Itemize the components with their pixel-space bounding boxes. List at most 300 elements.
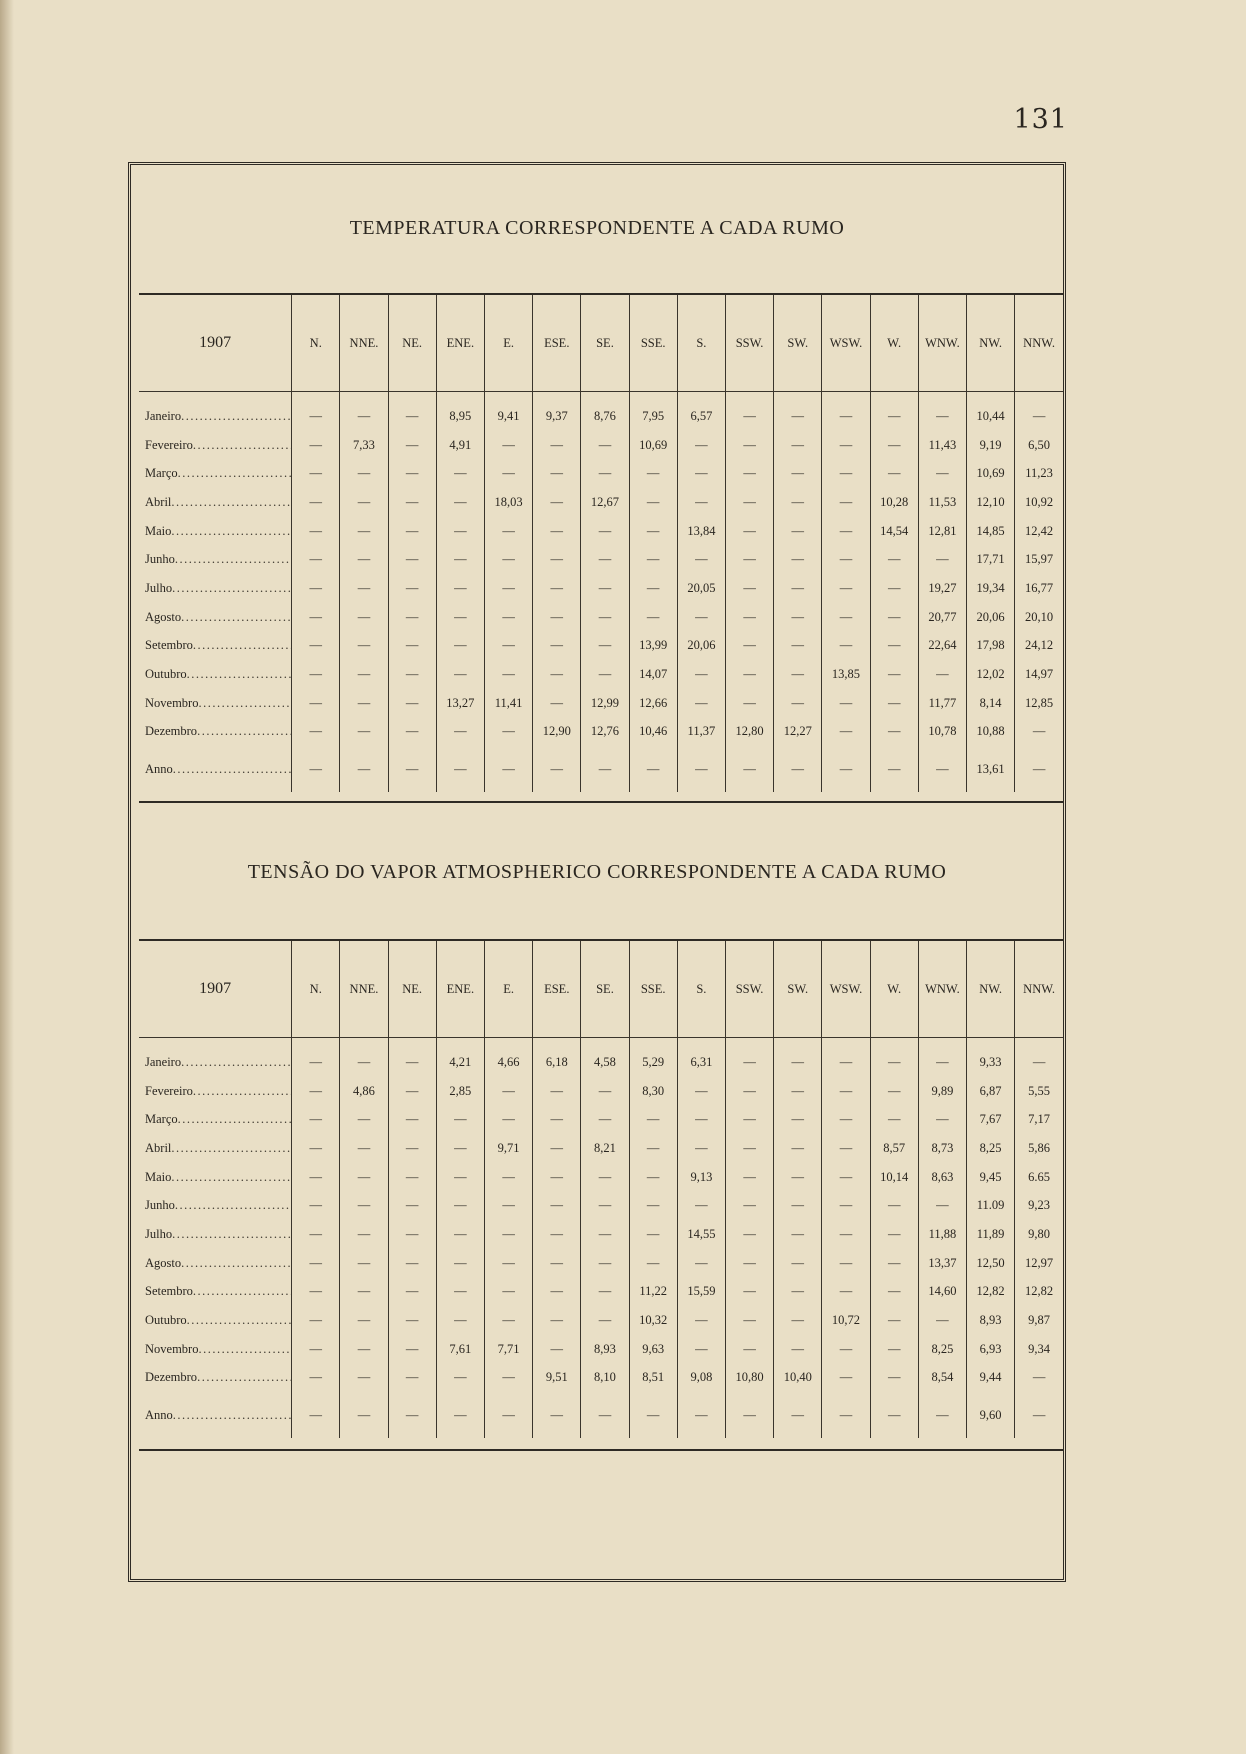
table-row <box>139 488 1063 517</box>
table-cell: — <box>340 1220 388 1249</box>
table-cell: 7,95 <box>629 392 677 431</box>
table-cell: — <box>581 1278 629 1307</box>
table-cell: 8,63 <box>918 1163 966 1192</box>
table-cell: — <box>484 1392 532 1438</box>
table-cell: — <box>436 1163 484 1192</box>
vapor-table <box>139 941 1063 1438</box>
table-cell: 9,33 <box>967 1038 1015 1077</box>
column-header: NE. <box>388 295 436 392</box>
table-cell: — <box>533 1278 581 1307</box>
column-header: ESE. <box>533 941 581 1038</box>
table-row <box>139 431 1063 460</box>
table-cell: 9,44 <box>967 1364 1015 1393</box>
table-cell: — <box>822 488 870 517</box>
table-cell: — <box>388 1105 436 1134</box>
table-cell: 15,97 <box>1015 545 1063 574</box>
table-cell: — <box>918 1191 966 1220</box>
table-cell: — <box>870 1249 918 1278</box>
table-cell: — <box>870 1077 918 1106</box>
table-cell: — <box>484 1191 532 1220</box>
column-header: ENE. <box>436 295 484 392</box>
month-label: Novembro ..... <box>139 1335 292 1364</box>
table-cell: — <box>484 1105 532 1134</box>
table-cell: — <box>581 746 629 792</box>
table-cell: 13,37 <box>918 1249 966 1278</box>
table-row <box>139 603 1063 632</box>
temperature-title: TEMPERATURA CORRESPONDENTE A CADA RUMO <box>349 217 845 239</box>
table-cell: 9,89 <box>918 1077 966 1106</box>
month-label: Novembro ..... <box>139 689 292 718</box>
table-cell: 9,08 <box>677 1364 725 1393</box>
table-cell: — <box>388 488 436 517</box>
table-cell: — <box>484 517 532 546</box>
table-cell: — <box>581 660 629 689</box>
table-cell: — <box>388 431 436 460</box>
table-cell: — <box>581 545 629 574</box>
table-cell: — <box>436 459 484 488</box>
month-label: Fevereiro ..... <box>139 1077 292 1106</box>
table-cell: — <box>292 459 340 488</box>
month-label: Abril ..... <box>139 1134 292 1163</box>
table-cell: — <box>725 1077 773 1106</box>
table-cell: 4,66 <box>484 1038 532 1077</box>
table-cell: — <box>581 632 629 661</box>
month-label: Março ..... <box>139 1105 292 1134</box>
table-cell: — <box>822 459 870 488</box>
month-label: Dezembro ..... <box>139 1364 292 1393</box>
month-label: Fevereiro ..... <box>139 431 292 460</box>
table-cell: — <box>677 660 725 689</box>
table-cell: — <box>774 545 822 574</box>
table-cell: 11,22 <box>629 1278 677 1307</box>
column-header: SSE. <box>629 941 677 1038</box>
table-row <box>139 1105 1063 1134</box>
table-cell: 14,85 <box>967 517 1015 546</box>
table-cell: — <box>292 603 340 632</box>
table-cell: 13,61 <box>967 746 1015 792</box>
table-cell: 12,27 <box>774 718 822 747</box>
month-label: Maio ..... <box>139 1163 292 1192</box>
table-cell: 11,53 <box>918 488 966 517</box>
column-header: SSE. <box>629 295 677 392</box>
table-cell: — <box>918 660 966 689</box>
table-cell: — <box>629 1220 677 1249</box>
table-cell: — <box>629 1105 677 1134</box>
table-cell: — <box>822 1134 870 1163</box>
table-cell: 4,86 <box>340 1077 388 1106</box>
table-cell: — <box>292 660 340 689</box>
table-cell: — <box>870 746 918 792</box>
table-cell: 17,98 <box>967 632 1015 661</box>
table-cell: 10,32 <box>629 1306 677 1335</box>
year-header: 1907 <box>139 295 292 392</box>
table-cell: — <box>774 1335 822 1364</box>
table-frame <box>128 162 1066 1582</box>
table-row <box>139 1306 1063 1335</box>
table-cell: — <box>292 392 340 431</box>
table-cell: — <box>822 392 870 431</box>
table-cell: — <box>629 1163 677 1192</box>
table-cell: 8,93 <box>581 1335 629 1364</box>
table-cell: — <box>725 1306 773 1335</box>
table-cell: 12,66 <box>629 689 677 718</box>
table-cell: 20,06 <box>967 603 1015 632</box>
column-header: W. <box>870 941 918 1038</box>
table-cell: — <box>822 603 870 632</box>
month-label: Janeiro ..... <box>139 392 292 431</box>
table-cell: — <box>484 1220 532 1249</box>
table-cell: — <box>870 603 918 632</box>
table-cell: — <box>581 459 629 488</box>
table-cell: — <box>677 1392 725 1438</box>
table-cell: — <box>388 1249 436 1278</box>
table-cell: — <box>533 431 581 460</box>
table-cell: 12,82 <box>967 1278 1015 1307</box>
table-cell: — <box>581 1105 629 1134</box>
vapor-title: TENSÃO DO VAPOR ATMOSPHERICO CORRESPONDENTE A CADA RUMO <box>247 861 947 883</box>
table-cell: — <box>822 1163 870 1192</box>
table-cell: 13,99 <box>629 632 677 661</box>
table-cell: 7,17 <box>1015 1105 1063 1134</box>
table-cell: — <box>774 1392 822 1438</box>
table-cell: 10,80 <box>725 1364 773 1393</box>
table-cell: 9,34 <box>1015 1335 1063 1364</box>
month-label: Dezembro ..... <box>139 718 292 747</box>
table-cell: — <box>484 1364 532 1393</box>
table-cell: 20,05 <box>677 574 725 603</box>
table-cell: 11,89 <box>967 1220 1015 1249</box>
column-header: NNW. <box>1015 941 1063 1038</box>
table-cell: — <box>388 1077 436 1106</box>
table-cell: — <box>677 1306 725 1335</box>
table-cell: — <box>822 1278 870 1307</box>
table-cell: — <box>436 632 484 661</box>
table-cell: — <box>870 1392 918 1438</box>
table-cell: — <box>388 1278 436 1307</box>
table-cell: — <box>388 517 436 546</box>
table-cell: — <box>533 1077 581 1106</box>
table-cell: — <box>484 459 532 488</box>
table-cell: — <box>388 1191 436 1220</box>
table-cell: — <box>725 632 773 661</box>
table-cell: 20,77 <box>918 603 966 632</box>
table-cell: — <box>436 660 484 689</box>
table-cell: 7,67 <box>967 1105 1015 1134</box>
table-cell: — <box>436 1306 484 1335</box>
table-cell: 11,37 <box>677 718 725 747</box>
table-cell: — <box>292 1220 340 1249</box>
table-cell: — <box>774 1077 822 1106</box>
table-cell: — <box>629 517 677 546</box>
table-cell: — <box>388 392 436 431</box>
table-cell: — <box>918 746 966 792</box>
table-cell: — <box>725 660 773 689</box>
table-cell: 7,61 <box>436 1335 484 1364</box>
table-cell: 4,91 <box>436 431 484 460</box>
year-header: 1907 <box>139 941 292 1038</box>
table-cell: 9,45 <box>967 1163 1015 1192</box>
table-cell: — <box>774 1038 822 1077</box>
table-cell: — <box>918 1306 966 1335</box>
table-cell: — <box>822 1364 870 1393</box>
table-cell: — <box>725 1163 773 1192</box>
table-cell: — <box>822 1220 870 1249</box>
table-cell: — <box>581 1077 629 1106</box>
table-cell: — <box>533 689 581 718</box>
table-cell: — <box>822 431 870 460</box>
table-cell: — <box>340 603 388 632</box>
table-cell: — <box>725 1220 773 1249</box>
table-cell: — <box>484 1249 532 1278</box>
table-cell: 11,41 <box>484 689 532 718</box>
table-cell: — <box>484 545 532 574</box>
table-cell: 8,95 <box>436 392 484 431</box>
column-header: S. <box>677 941 725 1038</box>
table-cell: — <box>388 1134 436 1163</box>
table-cell: — <box>388 603 436 632</box>
month-label: Setembro ..... <box>139 1278 292 1307</box>
table-cell: 6.65 <box>1015 1163 1063 1192</box>
table-cell: 10,69 <box>629 431 677 460</box>
table-cell: — <box>533 1306 581 1335</box>
table-cell: — <box>484 1163 532 1192</box>
table-row <box>139 746 1063 792</box>
table-cell: — <box>388 1163 436 1192</box>
table-cell: — <box>822 1249 870 1278</box>
table-cell: — <box>822 545 870 574</box>
table-cell: 8,14 <box>967 689 1015 718</box>
table-cell: — <box>484 718 532 747</box>
table-cell: — <box>292 488 340 517</box>
table-cell: — <box>533 632 581 661</box>
table-cell: 9,13 <box>677 1163 725 1192</box>
table-cell: 7,33 <box>340 431 388 460</box>
table-cell: — <box>677 1191 725 1220</box>
table-cell: — <box>292 689 340 718</box>
table-cell: 6,31 <box>677 1038 725 1077</box>
table-cell: — <box>870 1278 918 1307</box>
table-cell: — <box>292 1278 340 1307</box>
table-cell: — <box>581 1163 629 1192</box>
page-number: 131 <box>1013 104 1068 135</box>
table-cell: — <box>677 1105 725 1134</box>
table-cell: — <box>1015 1392 1063 1438</box>
table-cell: — <box>870 545 918 574</box>
column-header: SSW. <box>725 941 773 1038</box>
table-cell: — <box>677 689 725 718</box>
table-cell: — <box>822 517 870 546</box>
column-header: W. <box>870 295 918 392</box>
table-cell: 8,25 <box>967 1134 1015 1163</box>
table-cell: — <box>292 718 340 747</box>
table-cell: — <box>436 574 484 603</box>
table-cell: 6,93 <box>967 1335 1015 1364</box>
table-row <box>139 545 1063 574</box>
table-row <box>139 1191 1063 1220</box>
table-cell: — <box>725 392 773 431</box>
table-cell: 12,02 <box>967 660 1015 689</box>
column-header: NE. <box>388 941 436 1038</box>
table-cell: — <box>822 718 870 747</box>
table-cell: 16,77 <box>1015 574 1063 603</box>
table-cell: 8,73 <box>918 1134 966 1163</box>
table-cell: — <box>388 1038 436 1077</box>
table-cell: — <box>774 1105 822 1134</box>
table-cell: — <box>388 689 436 718</box>
month-label: Agosto ..... <box>139 603 292 632</box>
month-label: Janeiro ..... <box>139 1038 292 1077</box>
table-cell: 10,28 <box>870 488 918 517</box>
table-cell: 12,81 <box>918 517 966 546</box>
column-header: E. <box>484 295 532 392</box>
table-cell: 11,88 <box>918 1220 966 1249</box>
table-cell: 10,46 <box>629 718 677 747</box>
column-header: N. <box>292 941 340 1038</box>
column-header: SE. <box>581 295 629 392</box>
table-cell: — <box>581 431 629 460</box>
table-cell: 14,97 <box>1015 660 1063 689</box>
table-cell: — <box>292 632 340 661</box>
column-header: E. <box>484 941 532 1038</box>
column-header: WNW. <box>918 941 966 1038</box>
table-cell: 20,06 <box>677 632 725 661</box>
table-cell: — <box>388 1364 436 1393</box>
table-cell: — <box>581 574 629 603</box>
table-cell: — <box>725 746 773 792</box>
table-cell: — <box>436 488 484 517</box>
table-cell: — <box>822 1077 870 1106</box>
table-cell: — <box>340 459 388 488</box>
table-cell: — <box>436 718 484 747</box>
table-cell: — <box>725 574 773 603</box>
table-cell: — <box>484 1306 532 1335</box>
table-cell: — <box>725 1335 773 1364</box>
column-header: SW. <box>774 941 822 1038</box>
table-row <box>139 1249 1063 1278</box>
table-row <box>139 1038 1063 1077</box>
table-cell: — <box>629 545 677 574</box>
table-cell: — <box>533 459 581 488</box>
table-cell: — <box>725 1191 773 1220</box>
table-cell: 4,58 <box>581 1038 629 1077</box>
table-cell: — <box>725 545 773 574</box>
table-cell: — <box>533 488 581 517</box>
table-row <box>139 459 1063 488</box>
month-label: Abril ..... <box>139 488 292 517</box>
table-cell: — <box>436 517 484 546</box>
table-cell: — <box>340 1249 388 1278</box>
month-label: Julho ..... <box>139 1220 292 1249</box>
table-row <box>139 517 1063 546</box>
table-row <box>139 1163 1063 1192</box>
table-cell: — <box>340 1191 388 1220</box>
table-cell: — <box>870 1335 918 1364</box>
table-cell: — <box>340 1278 388 1307</box>
table-cell: 14,55 <box>677 1220 725 1249</box>
table-cell: — <box>774 660 822 689</box>
table-cell: — <box>870 689 918 718</box>
table-cell: — <box>677 431 725 460</box>
column-header: WNW. <box>918 295 966 392</box>
table-cell: — <box>918 1038 966 1077</box>
table-cell: — <box>292 746 340 792</box>
table-cell: — <box>870 1191 918 1220</box>
table-cell: — <box>725 689 773 718</box>
table-cell: — <box>822 1392 870 1438</box>
table-cell: — <box>533 1191 581 1220</box>
table-row <box>139 1335 1063 1364</box>
table-cell: — <box>581 517 629 546</box>
column-header: NW. <box>967 295 1015 392</box>
table-cell: — <box>870 632 918 661</box>
table-cell: — <box>436 1220 484 1249</box>
table-cell: — <box>340 1038 388 1077</box>
table-cell: 11,43 <box>918 431 966 460</box>
table-cell: — <box>629 603 677 632</box>
table-cell: 12,82 <box>1015 1278 1063 1307</box>
table-cell: — <box>725 1134 773 1163</box>
table-cell: — <box>870 574 918 603</box>
table-cell: — <box>436 1134 484 1163</box>
table-cell: 12,97 <box>1015 1249 1063 1278</box>
table-cell: 5,29 <box>629 1038 677 1077</box>
table-row <box>139 632 1063 661</box>
table-cell: — <box>677 603 725 632</box>
table-row <box>139 1077 1063 1106</box>
table-cell: — <box>436 1105 484 1134</box>
vapor-bottom-rule <box>139 1449 1063 1451</box>
table-cell: — <box>292 545 340 574</box>
table-cell: — <box>436 1278 484 1307</box>
table-cell: 8,21 <box>581 1134 629 1163</box>
table-cell: 9,51 <box>533 1364 581 1393</box>
month-label: Junho ..... <box>139 545 292 574</box>
table-cell: — <box>870 1105 918 1134</box>
table-cell: 10,40 <box>774 1364 822 1393</box>
month-label: Outubro ..... <box>139 660 292 689</box>
table-cell: 12,76 <box>581 718 629 747</box>
table-cell: — <box>340 1105 388 1134</box>
table-cell: — <box>581 1249 629 1278</box>
table-cell: — <box>340 1392 388 1438</box>
table-cell: — <box>388 574 436 603</box>
table-cell: — <box>677 746 725 792</box>
table-cell: 11,23 <box>1015 459 1063 488</box>
table-cell: — <box>436 1364 484 1393</box>
table-cell: — <box>388 1335 436 1364</box>
table-cell: — <box>340 718 388 747</box>
table-row <box>139 574 1063 603</box>
table-cell: — <box>774 459 822 488</box>
table-cell: — <box>725 1278 773 1307</box>
column-header: SW. <box>774 295 822 392</box>
table-cell: — <box>1015 392 1063 431</box>
table-cell: — <box>292 1163 340 1192</box>
table-cell: 12,67 <box>581 488 629 517</box>
month-label: Outubro ..... <box>139 1306 292 1335</box>
table-cell: 13,84 <box>677 517 725 546</box>
table-cell: — <box>822 632 870 661</box>
table-cell: — <box>533 1163 581 1192</box>
table-cell: — <box>533 1335 581 1364</box>
month-label: Anno ..... <box>139 1392 292 1438</box>
table-cell: — <box>822 1105 870 1134</box>
table-cell: 10,14 <box>870 1163 918 1192</box>
table-row <box>139 718 1063 747</box>
table-cell: — <box>629 488 677 517</box>
table-cell: — <box>677 1335 725 1364</box>
month-label: Setembro ..... <box>139 632 292 661</box>
